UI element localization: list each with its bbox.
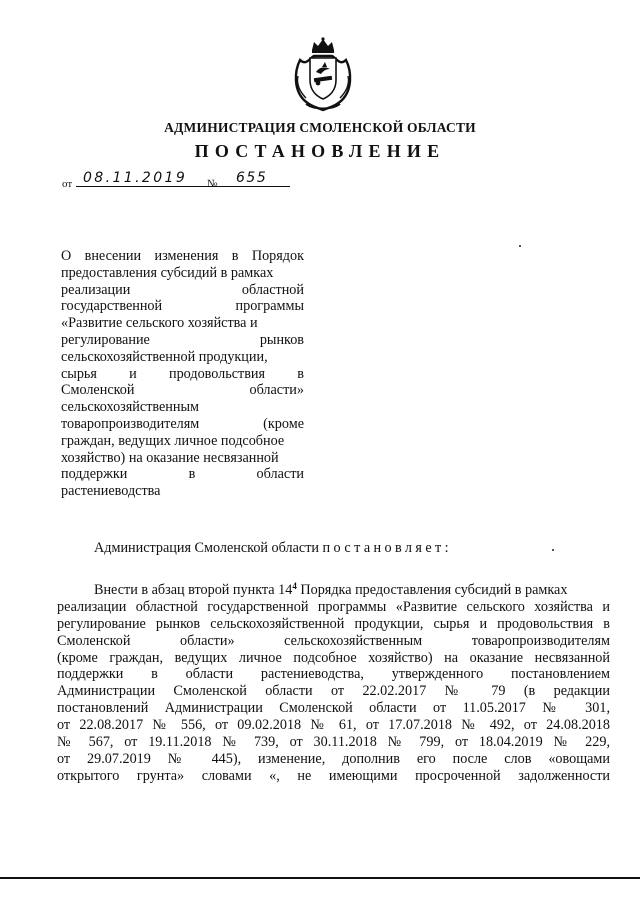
subject-line: товаропроизводителям (кроме [61, 415, 304, 432]
organization-name: АДМИНИСТРАЦИЯ СМОЛЕНСКОЙ ОБЛАСТИ [164, 120, 476, 135]
coat-of-arms-icon [292, 36, 354, 114]
subject-line: предоставления субсидий в рамках [61, 264, 274, 281]
subject-line: поддержки в области [61, 466, 304, 483]
bottom-rule [0, 877, 640, 879]
subject-line: граждан, ведущих личное подсобное [61, 432, 285, 449]
subject-line: «Развитие сельского хозяйства и [61, 315, 258, 332]
preamble-spaced: постановляет: [322, 540, 452, 556]
subject-line: сырья и продовольствия в [61, 365, 304, 382]
superscript: 4 [292, 581, 297, 591]
paragraph-line: открытого грунта» словами «, не имеющими просроченной задолженности [57, 767, 610, 784]
subject-line: сельскохозяйственным [61, 399, 200, 416]
preamble [94, 540, 452, 557]
paragraph-line: Администрации Смоленской области от 22.02.2017 № 79 (в редакции [57, 683, 610, 700]
document-subject [61, 248, 304, 500]
paragraph-line: от 29.07.2019 № 445), изменение, дополнив его после слов «овощами [57, 750, 610, 767]
handwritten-number: 655 [230, 170, 290, 187]
paragraph-line [57, 582, 610, 599]
date-number-line [62, 170, 302, 190]
paragraph-line: реализации областной государственной программы «Развитие сельского хозяйства и [57, 598, 610, 615]
scan-speck [519, 245, 521, 247]
paragraph-line: № 567, от 19.11.2018 № 739, от 30.11.2018 № 799, от 18.04.2019 № 229, [57, 734, 610, 751]
paragraph-line: регулирование рынков сельскохозяйственной продукции, сырья и продовольствия в [57, 615, 610, 632]
number-prefix: № [207, 178, 218, 190]
first-line-start: Внести в абзац второй пункта 14 [94, 582, 293, 598]
subject-line: О внесении изменения в Порядок [61, 248, 304, 264]
scan-speck [552, 549, 554, 551]
first-line-end: Порядка предоставления субсидий в рамках [296, 582, 568, 598]
paragraph-line: постановлений Администрации Смоленской области от 11.05.2017 № 301, [57, 700, 610, 717]
paragraph-line: (кроме граждан, ведущих личное подсобное хозяйство) на оказание несвязанной [57, 649, 610, 666]
date-prefix: от [62, 178, 73, 190]
main-paragraph [57, 582, 610, 785]
subject-line: государственной программы [61, 298, 304, 315]
subject-line: Смоленской области» [61, 382, 304, 399]
subject-line: реализации областной [61, 281, 304, 298]
handwritten-date: 08.11.2019 [76, 170, 234, 187]
document-type: ПОСТАНОВЛЕНИЕ [194, 141, 446, 161]
subject-line: сельскохозяйственной продукции, [61, 348, 268, 365]
paragraph-line: Смоленской области» сельскохозяйственным товаропроизводителям [57, 632, 610, 649]
paragraph-line: поддержки в области растениеводства, утвержденного постановлением [57, 666, 610, 683]
preamble-lead: Администрация Смоленской области [94, 540, 323, 556]
subject-line: растениеводства [61, 483, 161, 500]
paragraph-line: от 22.08.2017 № 556, от 09.02.2018 № 61, от 17.07.2018 № 492, от 24.08.2018 [57, 717, 610, 734]
subject-line: хозяйство) на оказание несвязанной [61, 449, 279, 466]
subject-line: регулирование рынков [61, 331, 304, 348]
